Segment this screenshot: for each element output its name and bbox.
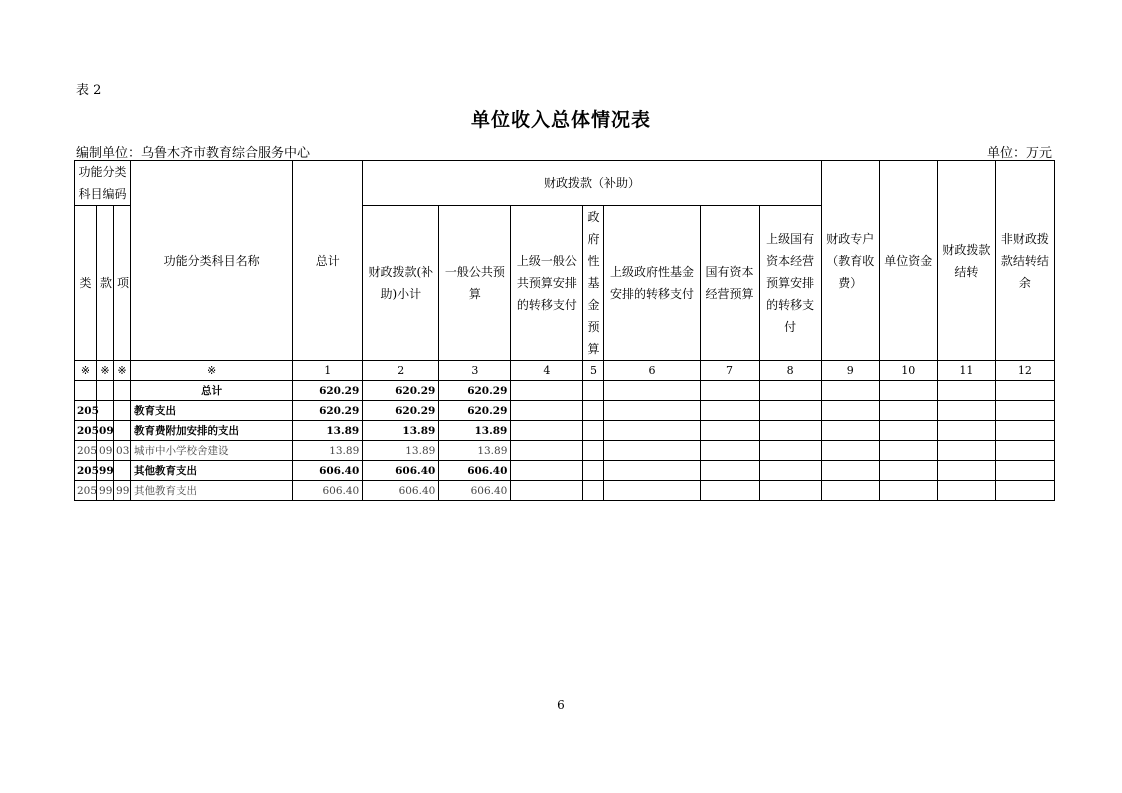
empty-cell [879, 381, 937, 401]
index-cell: ※ [97, 361, 114, 381]
lei-cell: 205 [75, 441, 97, 461]
empty-cell [879, 481, 937, 501]
index-cell: 12 [995, 361, 1054, 381]
xiang-header: 项 [114, 206, 131, 361]
index-cell: ※ [131, 361, 293, 381]
empty-cell [879, 441, 937, 461]
kuan-cell: 99 [97, 481, 114, 501]
name-cell: 其他教育支出 [131, 461, 293, 481]
empty-cell [583, 401, 604, 421]
upper-fund-transfer-header: 上级政府性基金安排的转移支付 [604, 206, 700, 361]
empty-cell [937, 461, 995, 481]
index-cell: 2 [363, 361, 439, 381]
empty-cell [759, 481, 821, 501]
index-cell: 5 [583, 361, 604, 381]
subtotal-cell: 13.89 [363, 421, 439, 441]
empty-cell [821, 381, 879, 401]
unit-funds-header: 单位资金 [879, 161, 937, 361]
code-group-header: 功能分类科目编码 [75, 161, 131, 206]
empty-cell [821, 421, 879, 441]
table-row [75, 421, 1055, 441]
empty-cell [604, 441, 700, 461]
empty-cell [511, 421, 583, 441]
empty-cell [583, 481, 604, 501]
empty-cell [583, 421, 604, 441]
index-cell: ※ [114, 361, 131, 381]
kuan-cell [97, 401, 114, 421]
empty-cell [879, 461, 937, 481]
total-header: 总计 [293, 161, 363, 361]
empty-cell [583, 381, 604, 401]
empty-cell [937, 401, 995, 421]
empty-cell [821, 461, 879, 481]
empty-cell [995, 481, 1054, 501]
index-cell: 8 [759, 361, 821, 381]
empty-cell [759, 401, 821, 421]
page-title: 单位收入总体情况表 [470, 109, 651, 131]
empty-cell [700, 421, 759, 441]
non-fiscal-carryover-header: 非财政拨款结转结余 [995, 161, 1054, 361]
empty-cell [821, 481, 879, 501]
empty-cell [821, 441, 879, 461]
empty-cell [759, 421, 821, 441]
general-budget-cell: 13.89 [439, 441, 511, 461]
empty-cell [511, 461, 583, 481]
government-fund-header: 政府性基金预算 [583, 206, 604, 361]
empty-cell [583, 461, 604, 481]
empty-cell [995, 381, 1054, 401]
index-cell: 1 [293, 361, 363, 381]
total-cell: 13.89 [293, 441, 363, 461]
lei-cell: 205 [75, 481, 97, 501]
empty-cell [879, 401, 937, 421]
empty-cell [879, 421, 937, 441]
empty-cell [821, 401, 879, 421]
grant-subtotal-header: 财政拨款(补助)小计 [363, 206, 439, 361]
index-cell: 10 [879, 361, 937, 381]
fiscal-grant-group-header: 财政拨款（补助） [363, 161, 821, 206]
name-cell: 城市中小学校舍建设 [131, 441, 293, 461]
empty-cell [511, 481, 583, 501]
xiang-cell [114, 461, 131, 481]
empty-cell [759, 461, 821, 481]
subtotal-cell: 13.89 [363, 441, 439, 461]
index-cell: 6 [604, 361, 700, 381]
kuan-header: 款 [97, 206, 114, 361]
index-cell: 4 [511, 361, 583, 381]
upper-state-capital-transfer-header: 上级国有资本经营预算安排的转移支付 [759, 206, 821, 361]
empty-cell [995, 461, 1054, 481]
empty-cell [937, 421, 995, 441]
empty-cell [995, 421, 1054, 441]
lei-cell: 205 [75, 461, 97, 481]
page-number: 6 [557, 698, 565, 712]
index-cell: ※ [75, 361, 97, 381]
empty-cell [700, 401, 759, 421]
fiscal-account-header: 财政专户（教育收费） [821, 161, 879, 361]
xiang-cell [114, 381, 131, 401]
state-capital-header: 国有资本经营预算 [700, 206, 759, 361]
kuan-cell: 99 [97, 461, 114, 481]
lei-cell: 205 [75, 421, 97, 441]
xiang-cell [114, 401, 131, 421]
total-cell: 620.29 [293, 401, 363, 421]
index-cell: 7 [700, 361, 759, 381]
table-row [75, 461, 1055, 481]
empty-cell [995, 441, 1054, 461]
kuan-cell [97, 381, 114, 401]
empty-cell [937, 381, 995, 401]
income-summary-table [74, 160, 1055, 501]
table-number: 表 2 [76, 83, 102, 98]
empty-cell [700, 441, 759, 461]
kuan-cell: 09 [97, 441, 114, 461]
name-cell: 教育支出 [131, 401, 293, 421]
general-budget-header: 一般公共预算 [439, 206, 511, 361]
empty-cell [759, 441, 821, 461]
subtotal-cell: 606.40 [363, 481, 439, 501]
empty-cell [604, 481, 700, 501]
general-budget-cell: 620.29 [439, 381, 511, 401]
lei-cell [75, 381, 97, 401]
empty-cell [759, 381, 821, 401]
table-row [75, 401, 1055, 421]
subtotal-cell: 620.29 [363, 401, 439, 421]
name-cell: 教育费附加安排的支出 [131, 421, 293, 441]
total-cell: 606.40 [293, 461, 363, 481]
table-row [75, 441, 1055, 461]
general-budget-cell: 13.89 [439, 421, 511, 441]
total-cell: 620.29 [293, 381, 363, 401]
empty-cell [995, 401, 1054, 421]
empty-cell [604, 421, 700, 441]
index-cell: 3 [439, 361, 511, 381]
name-cell: 总计 [131, 381, 293, 401]
empty-cell [604, 401, 700, 421]
empty-cell [604, 381, 700, 401]
lei-header: 类 [75, 206, 97, 361]
empty-cell [583, 441, 604, 461]
empty-cell [511, 441, 583, 461]
fiscal-carryover-header: 财政拨款结转 [937, 161, 995, 361]
empty-cell [937, 441, 995, 461]
total-cell: 606.40 [293, 481, 363, 501]
empty-cell [700, 381, 759, 401]
subtotal-cell: 606.40 [363, 461, 439, 481]
general-budget-cell: 606.40 [439, 481, 511, 501]
xiang-cell: 99 [114, 481, 131, 501]
empty-cell [700, 461, 759, 481]
kuan-cell: 09 [97, 421, 114, 441]
general-budget-cell: 620.29 [439, 401, 511, 421]
compiling-unit: 编制单位：乌鲁木齐市教育综合服务中心 [76, 146, 311, 161]
upper-general-transfer-header: 上级一般公共预算安排的转移支付 [511, 206, 583, 361]
xiang-cell: 03 [114, 441, 131, 461]
empty-cell [511, 381, 583, 401]
lei-cell: 205 [75, 401, 97, 421]
total-cell: 13.89 [293, 421, 363, 441]
xiang-cell [114, 421, 131, 441]
empty-cell [604, 461, 700, 481]
name-header: 功能分类科目名称 [131, 161, 293, 361]
empty-cell [700, 481, 759, 501]
name-cell: 其他教育支出 [131, 481, 293, 501]
index-cell: 9 [821, 361, 879, 381]
subtotal-cell: 620.29 [363, 381, 439, 401]
index-cell: 11 [937, 361, 995, 381]
empty-cell [937, 481, 995, 501]
currency-unit: 单位：万元 [986, 146, 1052, 161]
table-row [75, 481, 1055, 501]
general-budget-cell: 606.40 [439, 461, 511, 481]
empty-cell [511, 401, 583, 421]
table-row [75, 381, 1055, 401]
